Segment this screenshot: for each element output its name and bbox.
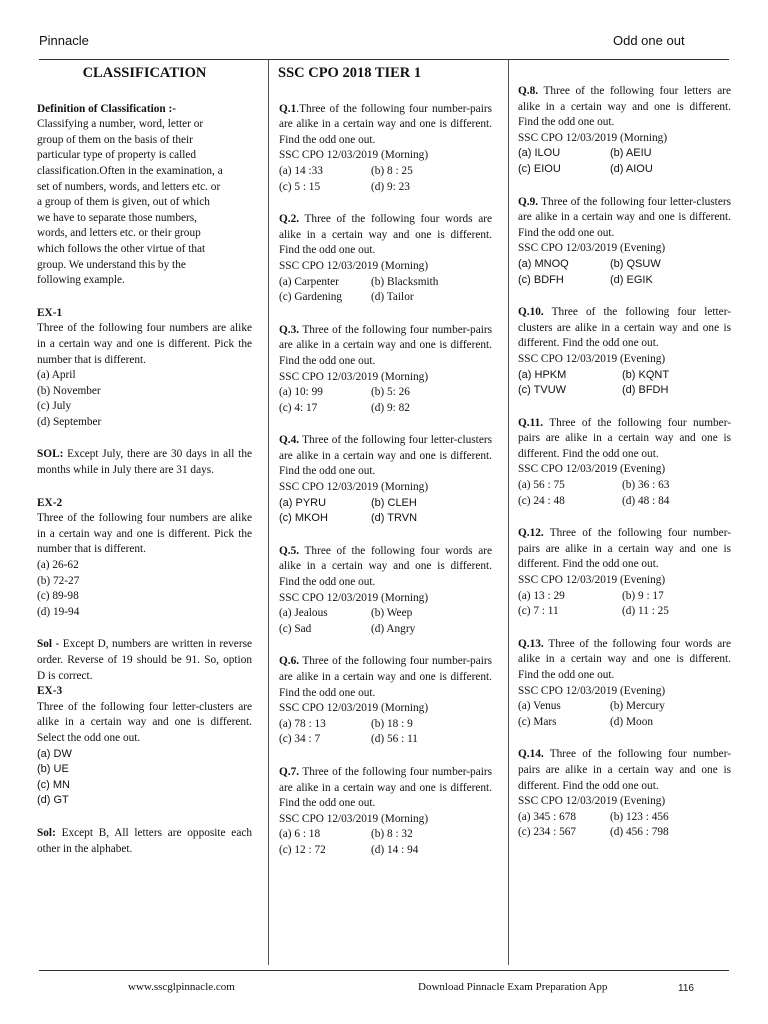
question-block: Q.2. Three of the following four words are alike in a certain way and one is different. Find the odd one out. SSC CPO 12/03/2019 (Morning) (a) Carpenter (b) Blacksmith (c) Gardening (d) Tailor <box>279 213 492 304</box>
ex1-heading: EX-1 <box>37 306 63 319</box>
ex2-option: (b) 72-27 <box>37 574 80 587</box>
question-block: Q.7. Three of the following four number-pairs are alike in a certain way and one is different. Find the odd one out. SSC CPO 12/03/2019 (Morning) (a) 6 : 18 (b) 8 : 32 (c) 12 : 72 (d) 14 : 94 <box>279 765 492 856</box>
ex2-heading: EX-2 <box>37 496 63 509</box>
footer-website-link[interactable]: www.sscglpinnacle.com <box>128 981 235 993</box>
ex2-text: Three of the following four numbers are alike in a certain way and one is different. Pick the number that is different. <box>37 512 252 556</box>
section-title: CLASSIFICATION <box>82 65 207 81</box>
ex3-solution: Sol: Except B, All letters are opposite each other in the alphabet. <box>37 826 252 855</box>
ex1-solution: SOL: Except July, there are 30 days in all the months while in July there are 31 days. <box>37 448 252 477</box>
definition-heading: Definition of Classification :- <box>37 102 177 115</box>
header-rule <box>39 59 729 60</box>
ex2-solution: Sol - Except D, numbers are written in reverse order. Reverse of 19 should be 91. So, option D is correct. <box>37 638 252 682</box>
column-3 <box>518 84 731 841</box>
column-1 <box>37 66 252 857</box>
column-2 <box>279 66 492 859</box>
definition-text: Classifying a number, word, letter or group of them on the basis of their particular type of property is called classification.Often in the examination, a set of numbers, words, and letters etc. or a group of them is given, out of which we have to separate those numbers, words, and letters etc. or their group which follows the other virtue of that group. We understand this by the following example. <box>37 118 223 287</box>
ex2-option: (a) 26-62 <box>37 559 79 572</box>
question-block: Q.4. Three of the following four letter-clusters are alike in a certain way and one is different. Find the odd one out. SSC CPO 12/03/2019 (Morning) (a) PYRU (b) CLEH (c) MKOH (d) TRVN <box>279 434 492 525</box>
question-block: Q.5. Three of the following four words are alike in a certain way and one is different. Find the odd one out. SSC CPO 12/03/2019 (Morning) (a) Jealous (b) Weep (c) Sad (d) Angry <box>279 544 492 635</box>
header-topic: Odd one out <box>613 33 685 48</box>
ex1-text: Three of the following four numbers are alike in a certain way and one is different. Pick the number that is different. <box>37 322 252 366</box>
ex1-option: (a) April <box>37 369 76 382</box>
ex3-text: Three of the following four letter-clusters are alike in a certain way and one is different. Select the odd one out. <box>37 700 252 744</box>
question-block: Q.6. Three of the following four number-pairs are alike in a certain way and one is different. Find the odd one out. SSC CPO 12/03/2019 (Morning) (a) 78 : 13 (b) 18 : 9 (c) 34 : 7 (d) 56 : 11 <box>279 655 492 746</box>
column-divider-1 <box>268 60 269 965</box>
ex3-option: (d) GT <box>37 794 69 807</box>
header-brand: Pinnacle <box>39 33 89 48</box>
exam-title: SSC CPO 2018 TIER 1 <box>278 65 422 81</box>
ex1-option: (c) July <box>37 400 72 413</box>
question-block: Q.3. Three of the following four number-pairs are alike in a certain way and one is different. Find the odd one out. SSC CPO 12/03/2019 (Morning) (a) 10: 99 (b) 5: 26 (c) 4: 17 (d) 9: 82 <box>279 323 492 414</box>
question-block: Q.1.Three of the following four number-pairs are alike in a certain way and one is different. Find the odd one out. SSC CPO 12/03/2019 (Morning) (a) 14 :33 (b) 8 : 25 (c) 5 : 15 (d) 9: 23 <box>279 102 492 193</box>
footer-rule <box>39 970 729 971</box>
question-block: Q.14. Three of the following four number-pairs are alike in a certain way and one is different. Find the odd one out. SSC CPO 12/03/2019 (Evening) (a) 345 : 678 (b) 123 : 456 (c) 234 : 567 (d) 456 : 798 <box>518 748 731 839</box>
ex3-option: (c) MN <box>37 778 70 791</box>
ex3-option: (b) UE <box>37 763 69 776</box>
ex1-option: (d) September <box>37 415 102 428</box>
question-block: Q.9. Three of the following four letter-clusters are alike in a certain way and one is different. Find the odd one out. SSC CPO 12/03/2019 (Evening) (a) MNOQ (b) QSUW (c) BDFH (d) EGIK <box>518 195 731 286</box>
question-block: Q.13. Three of the following four words are alike in a certain way and one is different. Find the odd one out. SSC CPO 12/03/2019 (Evening) (a) Venus (b) Mercury (c) Mars (d) Moon <box>518 637 731 728</box>
ex1-option: (b) November <box>37 384 101 397</box>
page-number: 116 <box>678 983 694 994</box>
question-block: Q.10. Three of the following four letter-clusters are alike in a certain way and one is different. Find the odd one out. SSC CPO 12/03/2019 (Evening) (a) HPKM (b) KQNT (c) TVUW (d) BFDH <box>518 306 731 397</box>
ex3-option: (a) DW <box>37 747 72 760</box>
column-divider-2 <box>508 60 509 965</box>
ex2-option: (d) 19-94 <box>37 605 80 618</box>
question-block: Q.12. Three of the following four number-pairs are alike in a certain way and one is different. Find the odd one out. SSC CPO 12/03/2019 (Evening) (a) 13 : 29 (b) 9 : 17 (c) 7 : 11 (d) 11 : 25 <box>518 527 731 618</box>
question-block: Q.11. Three of the following four number-pairs are alike in a certain way and one is different. Find the odd one out. SSC CPO 12/03/2019 (Evening) (a) 56 : 75 (b) 36 : 63 (c) 24 : 48 (d) 48 : 84 <box>518 416 731 507</box>
ex3-heading: EX-3 <box>37 685 63 698</box>
footer-app-promo: Download Pinnacle Exam Preparation App <box>418 981 608 993</box>
question-block: Q.8. Three of the following four letters are alike in a certain way and one is different. Find the odd one out. SSC CPO 12/03/2019 (Morning) (a) ILOU (b) AEIU (c) EIOU (d) AIOU <box>518 85 731 175</box>
ex2-option: (c) 89-98 <box>37 590 79 603</box>
